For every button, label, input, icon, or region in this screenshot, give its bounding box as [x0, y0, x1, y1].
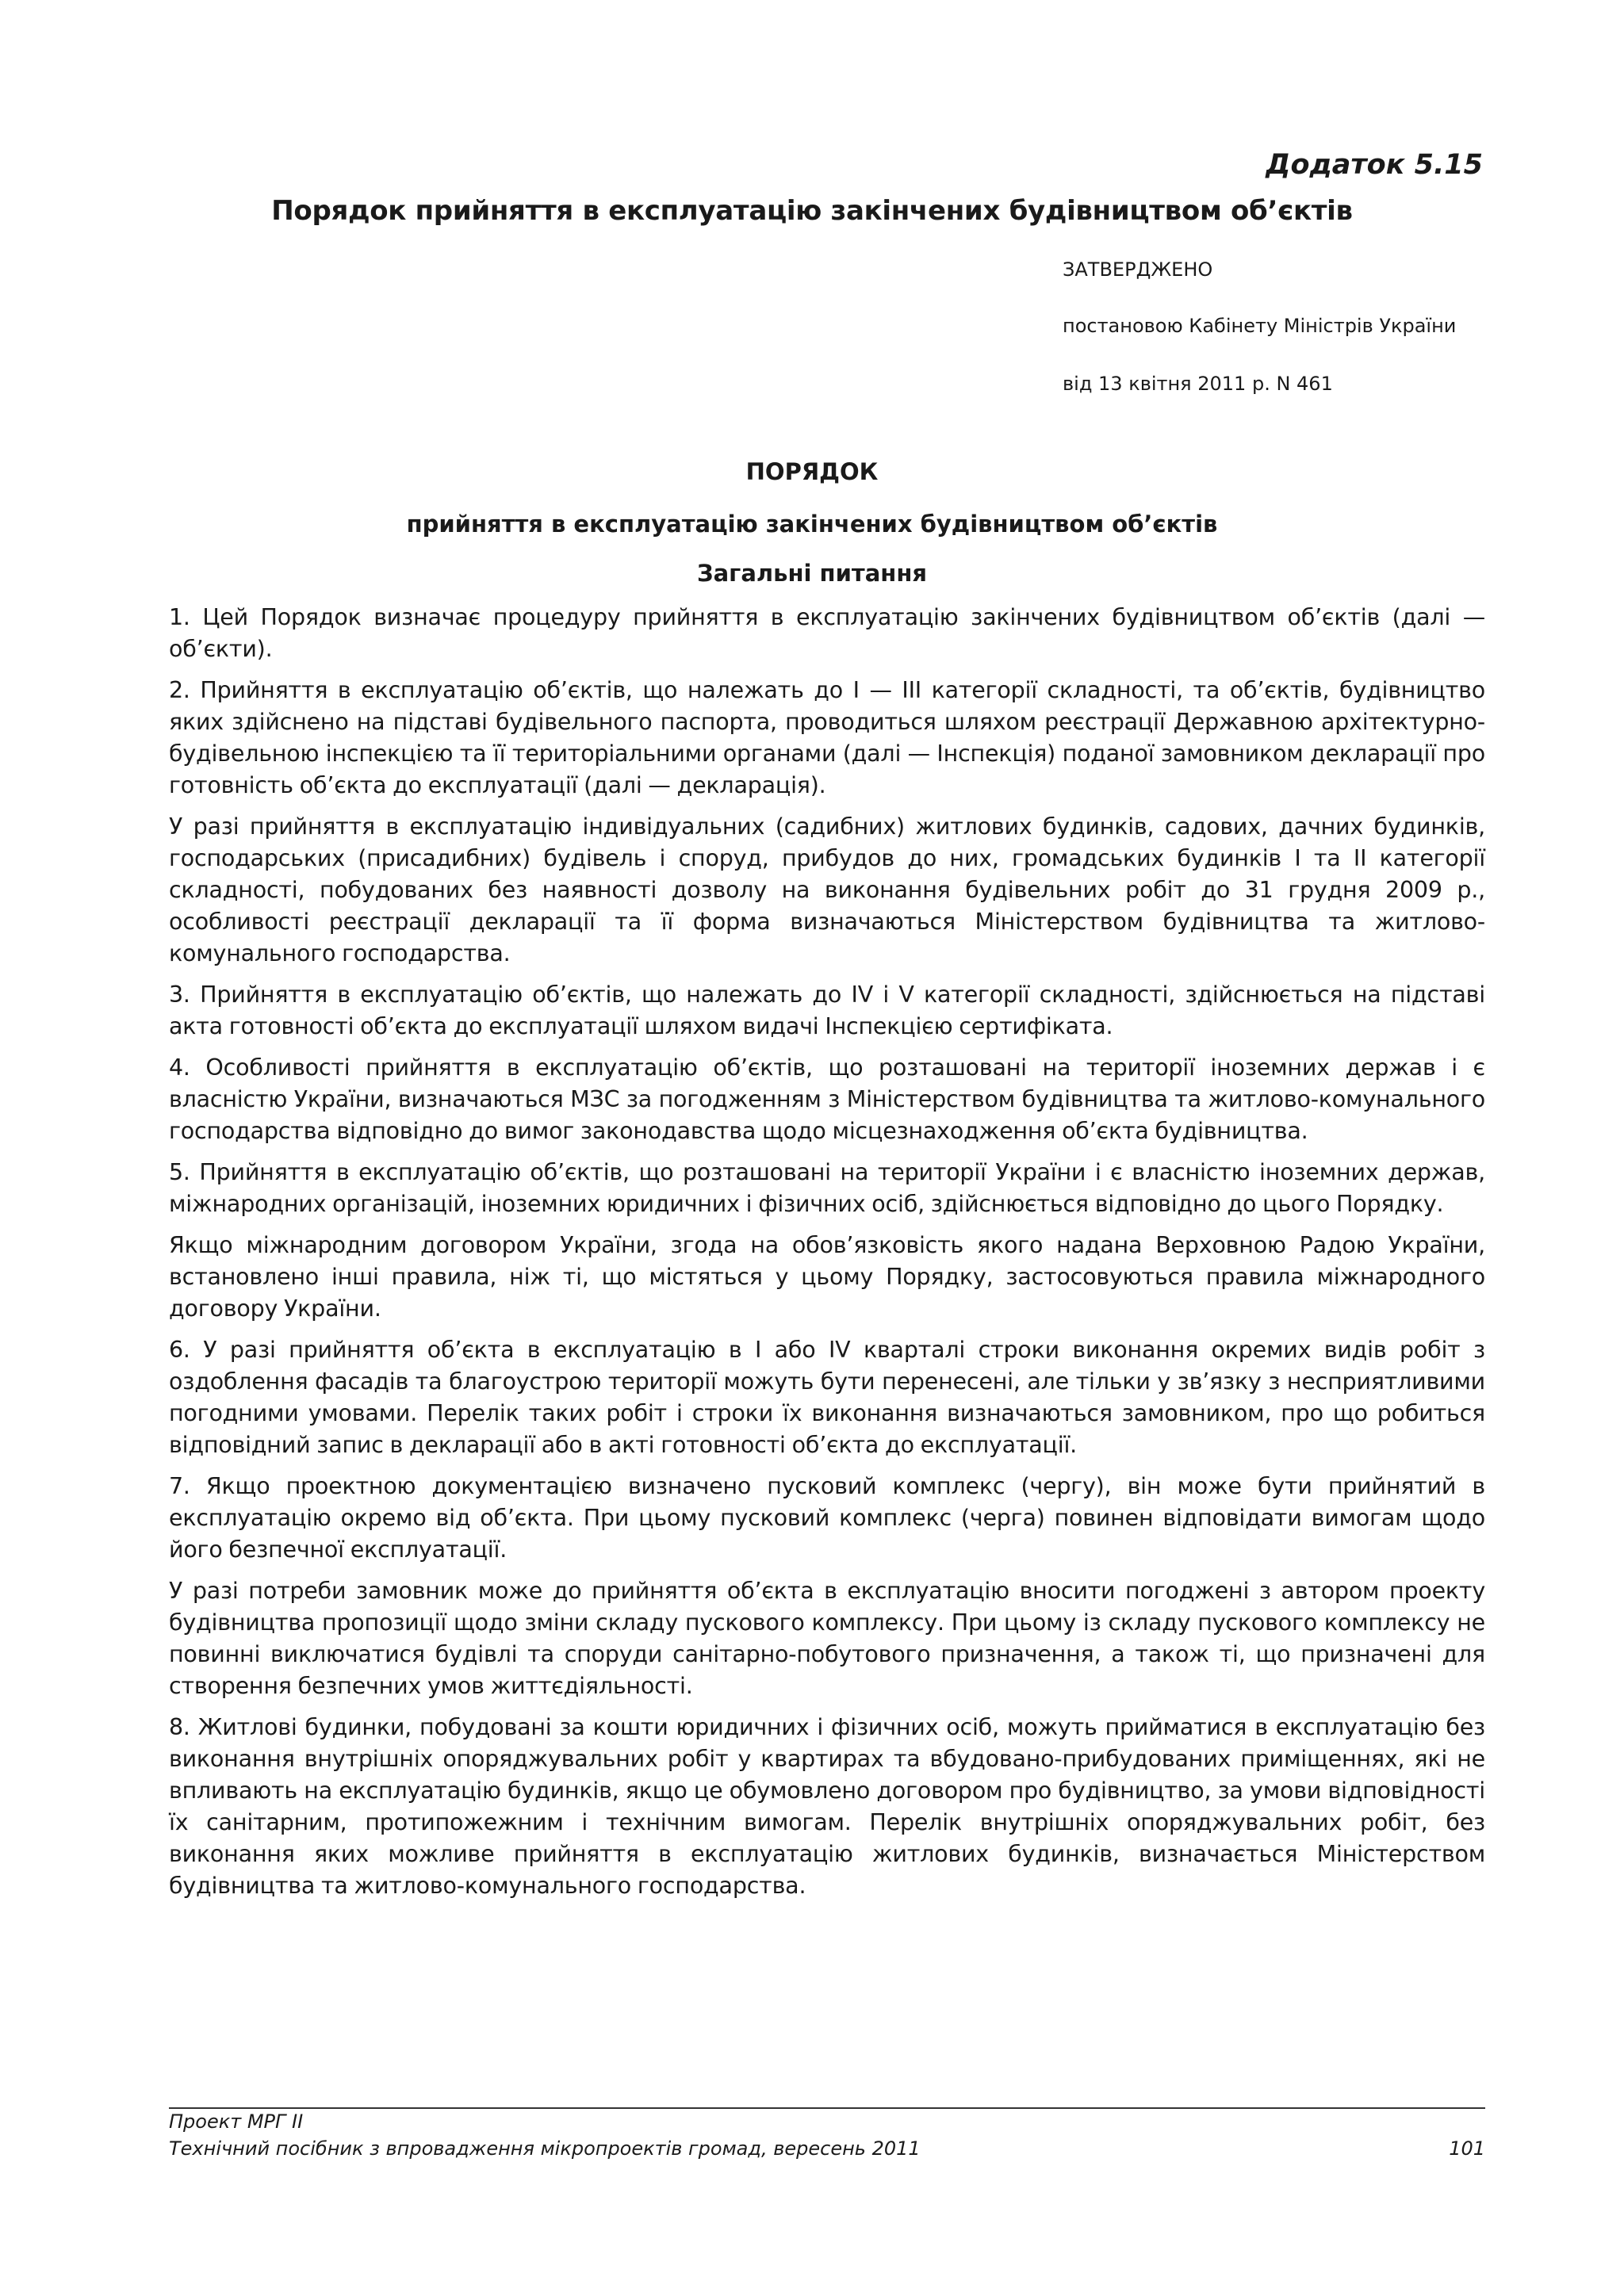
approval-stamp: ЗАТВЕРДЖЕНО [1063, 258, 1213, 281]
paragraph: 5. Прийняття в експлуатацію об’єктів, що розташовані на території України і є власністю іноземних держав, міжнародних організацій, іноземних юридичних і фізичних осіб, здійснюється відповідно до цього Порядку. [169, 1159, 1485, 1217]
paragraph: 8. Житлові будинки, побудовані за кошти юридичних і фізичних осіб, можуть прийматися в експлуатацію без виконання внутрішніх опоряджувальних робіт у квартирах та вбудовано-прибудованих приміщеннях, які не впливають на експлуатацію будинків, якщо це обумовлено договором про будівництво, за умови відповідності їх санітарним, протипожежним і технічним вимогам. Перелік внутрішніх опоряджувальних робіт, без виконання яких можливе прийняття в експлуатацію житлових будинків, визначається Міністерством будівництва та житлово-комунального господарства. [169, 1714, 1485, 1899]
paragraph: 6. У разі прийняття об’єкта в експлуатацію в I або IV кварталі строки виконання окремих видів робіт з оздоблення фасадів та благоустрою території можуть бути перенесені, але тільки у зв’язку з несприятливими погодними умовами. Перелік таких робіт і строки їх виконання визначаються замовником, про що робиться відповідний запис в декларації або в акті готовності об’єкта до експлуатації. [169, 1337, 1485, 1458]
document-subheading: прийняття в експлуатацію закінчених будівництвом об’єктів [406, 511, 1218, 538]
footer-project: Проект МРГ II [169, 2110, 304, 2133]
paragraph: Якщо міжнародним договором України, згода на обов’язковість якого надана Верховною Радою України, встановлено інші правила, ніж ті, що містяться у цьому Порядку, застосовуються правила міжнародного договору України. [169, 1232, 1485, 1322]
paragraph: У разі потреби замовник може до прийняття об’єкта в експлуатацію вносити погоджені з автором проекту будівництва пропозиції щодо зміни складу пускового комплексу. При цьому із складу пускового комплексу не повинні виключатися будівлі та споруди санітарно-побутового призначення, а також ті, що призначені для створення безпечних умов життєдіяльності. [169, 1578, 1485, 1699]
footer-divider [169, 2107, 1485, 2109]
body-text [169, 602, 1485, 1911]
document-heading: ПОРЯДОК [745, 458, 879, 485]
paragraph: У разі прийняття в експлуатацію індивідуальних (садибних) житлових будинків, садових, дачних будинків, господарських (присадибних) будівель і споруд, прибудов до них, громадських будинків I та II категорії складності, побудованих без наявності дозволу на виконання будівельних робіт до 31 грудня 2009 р., особливості реєстрації декларації та її форма визначаються Міністерством будівництва та житлово-комунального господарства. [169, 813, 1485, 966]
paragraph: 1. Цей Порядок визначає процедуру прийняття в експлуатацію закінчених будівництвом об’єктів (далі — об’єкти). [169, 604, 1485, 662]
paragraph: 4. Особливості прийняття в експлуатацію об’єктів, що розташовані на території іноземних держав і є власністю України, визначаються МЗС за погодженням з Міністерством будівництва та житлово-комунального господарства відповідно до вимог законодавства щодо місцезнаходження об’єкта будівництва. [169, 1054, 1485, 1144]
appendix-label: Додаток 5.15 [1266, 149, 1483, 181]
page-title: Порядок прийняття в експлуатацію закінчених будівництвом об’єктів [271, 195, 1353, 227]
paragraph: 2. Прийняття в експлуатацію об’єктів, що належать до I — III категорії складності, та об’єктів, будівництво яких здійснено на підставі будівельного паспорта, проводиться шляхом реєстрації Державною архітектурно-будівельною інспекцією та її територіальними органами (далі — Інспекція) поданої замовником декларації про готовність об’єкта до експлуатації (далі — декларація). [169, 677, 1485, 798]
page-number: 101 [1449, 2137, 1485, 2160]
paragraph: 7. Якщо проектною документацією визначено пусковий комплекс (чергу), він може бути прийнятий в експлуатацію окремо від об’єкта. При цьому пусковий комплекс (черга) повинен відповідати вимогам щодо його безпечної експлуатації. [169, 1473, 1485, 1563]
section-heading: Загальні питання [697, 560, 927, 587]
approval-date: від 13 квітня 2011 р. N 461 [1063, 373, 1333, 395]
approval-authority: постановою Кабінету Міністрів України [1063, 315, 1457, 337]
footer-manual: Технічний посібник з впровадження мікропроектів громад, вересень 2011 [169, 2137, 921, 2160]
paragraph: 3. Прийняття в експлуатацію об’єктів, що належать до IV і V категорії складності, здійснюється на підставі акта готовності об’єкта до експлуатації шляхом видачі Інспекцією сертифіката. [169, 982, 1485, 1039]
